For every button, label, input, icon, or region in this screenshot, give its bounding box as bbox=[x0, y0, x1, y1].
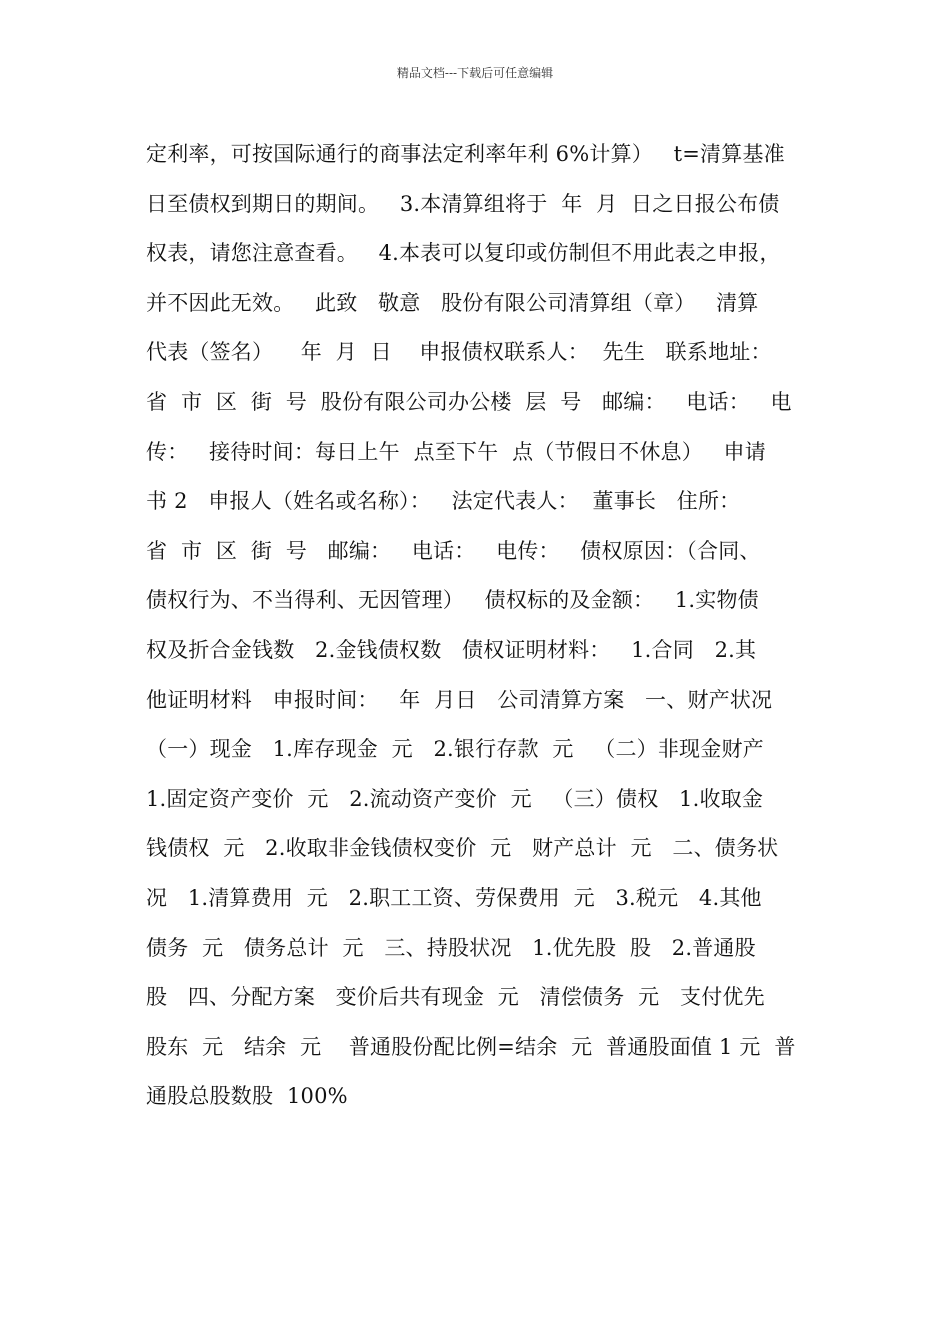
text-line: 钱债权 元 2.收取非金钱债权变价 元 财产总计 元 二、债务状 bbox=[146, 836, 779, 861]
text-line: 他证明材料 申报时间： 年 月日 公司清算方案 一、财产状况 bbox=[146, 687, 773, 712]
text-line: 传： 接待时间：每日上午 点至下午 点（节假日不休息） 申请 bbox=[146, 439, 766, 464]
text-line: 省 市 区 街 号 邮编： 电话： 电传： 债权原因：（合同、 bbox=[146, 538, 761, 563]
text-line: 权表，请您注意查看。 4.本表可以复印或仿制但不用此表之申报， bbox=[146, 241, 781, 266]
text-line: 权及折合金钱数 2.金钱债权数 债权证明材料： 1.合同 2.其 bbox=[146, 637, 757, 662]
text-line: 股 四、分配方案 变价后共有现金 元 清偿债务 元 支付优先 bbox=[146, 985, 765, 1010]
text-line: 股东 元 结余 元 普通股份配比例=结余 元 普通股面值 1 元 普 bbox=[146, 1034, 796, 1059]
text-line: 1.固定资产变价 元 2.流动资产变价 元 （三）债权 1.收取金 bbox=[146, 786, 764, 811]
text-line: 代表（签名） 年 月 日 申报债权联系人： 先生 联系地址： bbox=[146, 340, 772, 365]
text-line: 债权行为、不当得利、无因管理） 债权标的及金额： 1.实物债 bbox=[146, 588, 759, 613]
text-line: 通股总股数股 100% bbox=[146, 1084, 348, 1109]
text-line: 日至债权到期日的期间。 3.本清算组将于 年 月 日之日报公布债 bbox=[146, 191, 780, 216]
text-line: 并不因此无效。 此致 敬意 股份有限公司清算组（章） 清算 bbox=[146, 290, 759, 315]
document-body bbox=[146, 130, 816, 1122]
text-line: 况 1.清算费用 元 2.职工工资、劳保费用 元 3.税元 4.其他 bbox=[146, 885, 762, 910]
page-header: 精品文档---下载后可任意编辑 bbox=[396, 66, 554, 80]
text-line: 书 2 申报人（姓名或名称）： 法定代表人： 董事长 住所： bbox=[146, 489, 741, 514]
text-line: 债务 元 债务总计 元 三、持股状况 1.优先股 股 2.普通股 bbox=[146, 935, 756, 960]
text-line: 省 市 区 街 号 股份有限公司办公楼 层 号 邮编： 电话： 电 bbox=[146, 389, 792, 414]
text-line: 定利率，可按国际通行的商事法定利率年利 6%计算） t=清算基准 bbox=[146, 142, 785, 166]
text-line: （一）现金 1.库存现金 元 2.银行存款 元 （二）非现金财产 bbox=[146, 737, 764, 762]
